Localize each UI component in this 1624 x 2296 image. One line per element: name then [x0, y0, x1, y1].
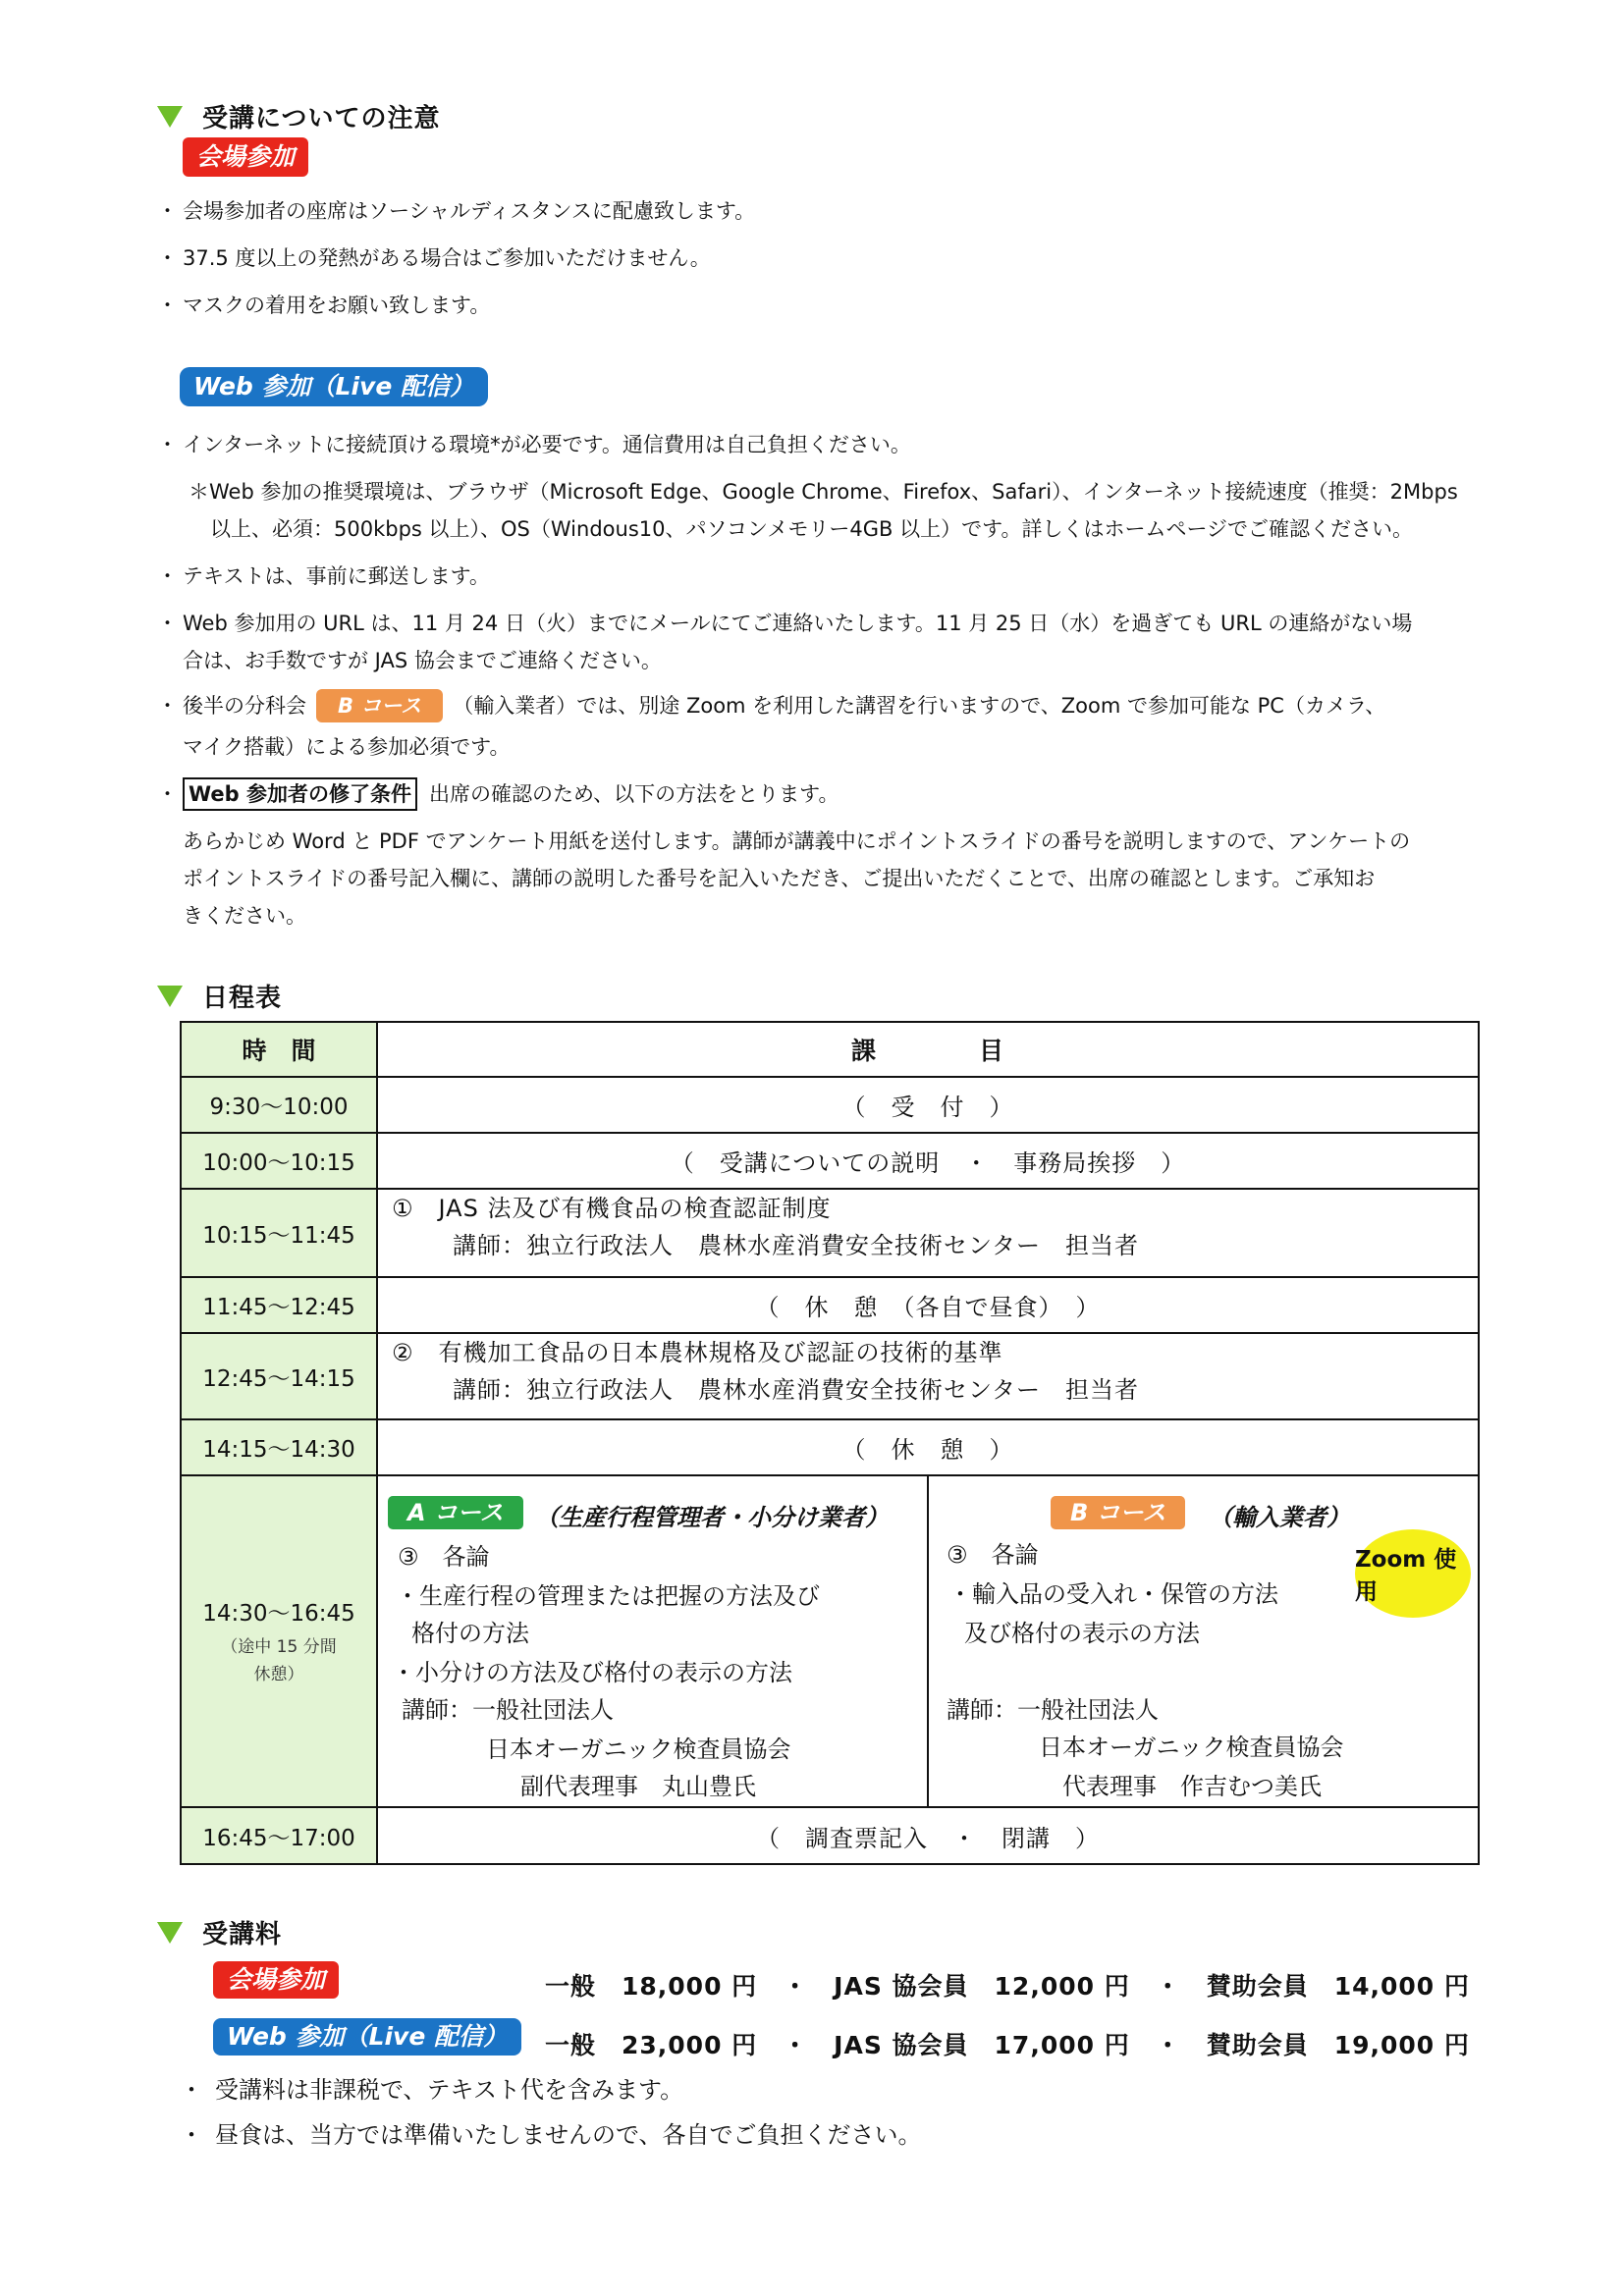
table-row [182, 1134, 1478, 1190]
list-item: ・ 会場参加者の座席はソーシャルディスタンスに配慮致します。 [157, 199, 756, 223]
list-item: ・ マスクの着用をお願い致します。 [157, 294, 491, 317]
table-row [182, 1278, 1478, 1334]
triangle-bullet-icon [157, 106, 183, 128]
course-b-cell: B コース （輸入業者） Zoom 使用 ③ 各論 ・輸入品の受入れ・保管の方法 及び格付の表示の方法 講師：一般社団法人 日本オーガニック検査員協会 代表理事 作吉むつ美氏 [927, 1476, 1478, 1806]
time-cell: 14:15～14:30 [182, 1420, 378, 1474]
notes-section-title: 受講についての注意 [202, 104, 441, 133]
completion-label: Web 参加者の修了条件 [183, 777, 417, 811]
list-item: ・ 37.5 度以上の発熱がある場合はご参加いただけません。 [157, 246, 711, 270]
completion-conditions: ・ Web 参加者の修了条件 出席の確認のため、以下の方法をとります。 [157, 775, 839, 813]
subject-cell: （ 受講についての説明 ・ 事務局挨拶 ） [670, 1149, 1186, 1177]
table-row [182, 1078, 1478, 1134]
table-row-courses [182, 1476, 1478, 1808]
subject-cell [378, 1190, 1478, 1276]
completion-paragraph: きください。 [183, 904, 306, 928]
table-row [182, 1334, 1478, 1420]
subject-cell [378, 1334, 1478, 1418]
schedule-table [180, 1021, 1480, 1865]
course-b-heading: （輸入業者） [1209, 1504, 1350, 1531]
subject-cell: （ 休 憩 （各自で昼食） ） [755, 1294, 1101, 1321]
fees-section-title: 受講料 [202, 1920, 283, 1949]
course-a-badge: A コース [388, 1496, 523, 1529]
subject-cell: （ 調査票記入 ・ 閉講 ） [756, 1824, 1100, 1852]
venue-fee-text: 一般 18,000 円 ・ JAS 協会員 12,000 円 ・ 賛助会員 14,000 円 [545, 1972, 1470, 2001]
list-item: ・ 昼食は、当方では準備いたしませんので、各自でご負担ください。 [180, 2121, 922, 2149]
time-cell: 11:45～12:45 [182, 1278, 378, 1332]
completion-paragraph: ポイントスライドの番号記入欄に、講師の説明した番号を記入いただき、ご提出いただくことで、出席の確認とします。ご承知お [183, 867, 1376, 890]
venue-fee-badge: 会場参加 [213, 1961, 339, 1999]
course-b-inline-badge: B コース [316, 689, 443, 722]
list-item-cont: 合は、お手数ですが JAS 協会までご連絡ください。 [183, 649, 662, 672]
time-cell: 16:45～17:00 [182, 1808, 378, 1863]
subject-lecturer: 講師：独立行政法人 農林水産消費安全技術センター 担当者 [453, 1376, 1140, 1404]
course-b-badge: B コース [1051, 1496, 1185, 1529]
time-cell: 10:15～11:45 [182, 1190, 378, 1276]
subject-cell: （ 受 付 ） [841, 1094, 1014, 1121]
web-fee-text: 一般 23,000 円 ・ JAS 協会員 17,000 円 ・ 賛助会員 19,000 円 [545, 2031, 1470, 2059]
web-participation-badge: Web 参加（Live 配信） [180, 367, 488, 406]
list-item-cont: マイク搭載）による参加必須です。 [183, 735, 511, 759]
schedule-section-title: 日程表 [202, 984, 283, 1013]
schedule-section-header [157, 978, 282, 1014]
table-row [182, 1420, 1478, 1476]
list-item: ・ テキストは、事前に郵送します。 [157, 564, 490, 588]
time-header: 時 間 [182, 1023, 378, 1076]
course-a-heading: （生産行程管理者・小分け業者） [535, 1504, 889, 1531]
subject-title: ① JAS 法及び有機食品の検査認証制度 [392, 1195, 832, 1222]
time-cell: 9:30～10:00 [182, 1078, 378, 1132]
table-header-row [182, 1023, 1478, 1078]
web-environment-note: ＊Web 参加の推奨環境は、ブラウザ（Microsoft Edge、Google Chrome、Firefox、Safari）、インターネット接続速度（推奨：2Mbps [189, 480, 1458, 504]
subject-header: 課 目 [850, 1037, 1004, 1065]
list-item: ・ Web 参加用の URL は、11 月 24 日（火）までにメールにてご連絡いたします。11 月 25 日（水）を過ぎても URL の連絡がない場 [157, 612, 1413, 635]
fees-section-header [157, 1914, 282, 1950]
web-fee-badge: Web 参加（Live 配信） [213, 2018, 521, 2056]
triangle-bullet-icon [157, 1922, 183, 1944]
table-row [182, 1808, 1478, 1863]
time-cell: 10:00～10:15 [182, 1134, 378, 1188]
subject-cell: （ 休 憩 ） [841, 1436, 1014, 1464]
list-item: ・ インターネットに接続頂ける環境*が必要です。通信費用は自己負担ください。 [157, 433, 911, 456]
notes-section-header [157, 98, 440, 134]
venue-participation-badge: 会場参加 [183, 137, 308, 177]
time-cell: 14:30～16:45 （途中 15 分間 休憩） [182, 1476, 378, 1806]
zoom-usage-badge: Zoom 使用 [1355, 1529, 1471, 1618]
course-a-cell: A コース （生産行程管理者・小分け業者） ③ 各論 ・生産行程の管理または把握の方法及び 格付の方法 ・小分けの方法及び格付の表示の方法 講師：一般社団法人 日本オーガニック検査員協会 副代表理事 丸山豊氏 [378, 1476, 927, 1806]
subject-lecturer: 講師：独立行政法人 農林水産消費安全技術センター 担当者 [453, 1232, 1140, 1259]
list-item: ・ 後半の分科会 B コース （輸入業者）では、別途 Zoom を利用した講習を行いますので、Zoom で参加可能な PC（カメラ、 [157, 687, 1385, 724]
time-cell: 12:45～14:15 [182, 1334, 378, 1418]
web-environment-note-cont: 以上、必須：500kbps 以上）、OS（Windous10、パソコンメモリー4GB 以上）です。詳しくはホームページでご確認ください。 [210, 517, 1414, 541]
break-note: 休憩） [253, 1664, 304, 1684]
completion-paragraph: あらかじめ Word と PDF でアンケート用紙を送付します。講師が講義中にポイントスライドの番号を説明しますので、アンケートの [183, 829, 1411, 853]
triangle-bullet-icon [157, 986, 183, 1007]
list-item: ・ 受講料は非課税で、テキスト代を含みます。 [180, 2076, 684, 2104]
subject-title: ② 有機加工食品の日本農林規格及び認証の技術的基準 [392, 1339, 1003, 1366]
break-note: （途中 15 分間 [221, 1636, 337, 1657]
table-row [182, 1190, 1478, 1278]
